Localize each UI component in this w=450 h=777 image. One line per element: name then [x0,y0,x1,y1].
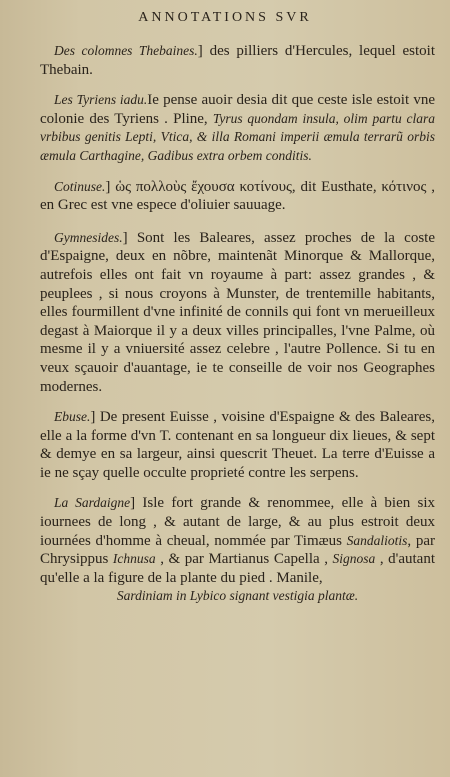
annotation-cotinuse [40,178,435,215]
annotation-gymnesides [40,229,435,396]
lemma: Des colomnes Thebaines. [54,43,198,58]
name-ichnusa: Ichnusa [112,551,156,567]
name-sandaliotis: Sandaliotis [346,532,408,548]
annotation-colomnes [40,42,435,79]
annotation-body: ] Sont les Baleares, assez proches de la coste d'Espaigne, deux en nõbre, maintenãt Minorque & Mallorque, autrefois elles ont fait vn royaume à part: assez grandes , & peuplees , si nous croyons à Munster, de trentemille habitants, elles fourmillent d'vne infinité de connils qui font vn merueilleux degast à Maiorque il y a deux villes principalles, l'vne Palme, où mesme il y a vniuersité assez celebre , l'autre Pollence. Si tu en veux sçauoir d'auantage, ie te conseille de voir nos Geographes modernes. [40,229,435,395]
name-signosa: Signosa [332,551,376,567]
annotation-sardaigne: La Sardaigne] Isle fort grande & renommee, elle à bien six iournees de long , & autant de large, & au plus estroit deux iournées d'homme à cheual, nommée par Timæus Sandaliotis, par Chrysippus Ichnusa , & par Martianus Capella , Signosa , d'autant qu'elle a la figure de la plante du pied . Manile, [40,495,436,586]
latin-quote: Tyrus quondam insula, olim partu clara vrbibus genitis Lepti, Vtica, & illa Romani imperii æmula terrarũ orbis æmula Carthagine, Gadibus extra orbem conditis. [40,110,435,163]
lemma: Les Tyriens iadu. [54,92,148,108]
lemma: Gymnesides. [54,229,123,245]
lemma: Cotinuse. [54,178,106,194]
lemma: La Sardaigne [54,495,131,511]
annotation-body: ] des pilliers d'Hercules, lequel estoit Thebain. [40,43,436,78]
annotation-body: ] ὡς πολλοὺς ἔχουσα κοτίνους, dit Eusthate, κότινος , en Grec est vne espece d'oliuier sauuage. [40,178,435,214]
annotation-ebuse [40,408,435,482]
annotations-text [40,42,435,606]
annotation-body: ] Isle fort grande & renommee, elle à bien six iournees de long , & autant de large, & au plus estroit deux iournées d'homme à cheual, nommée par Timæus [40,495,435,549]
annotation-body: ] De present Euisse , voisine d'Espaigne & des Baleares, elle a la forme d'vn T. contenant en sa longueur dix lieues, & sept & demye en sa largeur, ainsi quescrit Theuet. La terre d'Euisse a ie ne sçay quelle occulte proprieté contre les serpens. [40,409,435,481]
running-header: ANNOTATIONS SVR [138,10,312,25]
annotation-body: Ie pense auoir desia dit que ceste isle estoit vne colonie des Tyriens . Pline, [40,92,435,127]
closing-latin-quote: Sardiniam in Lybico signant vestigia plantæ. [116,588,359,604]
lemma: Ebuse. [54,409,91,425]
annotation-tyriens [40,91,435,165]
